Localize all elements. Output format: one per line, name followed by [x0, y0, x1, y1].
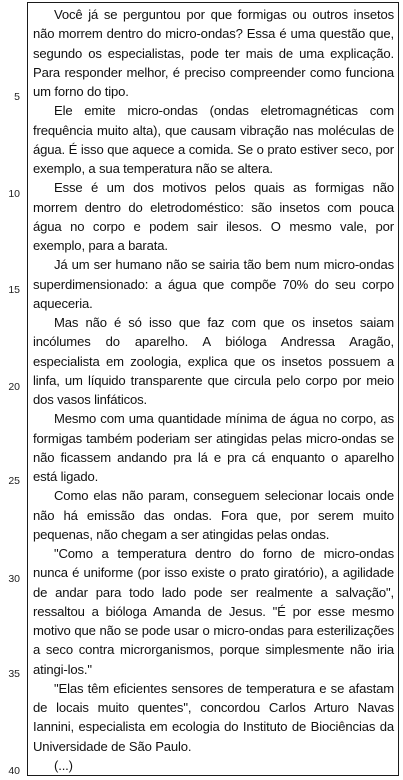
- line-number-30: 30: [8, 573, 20, 585]
- line-number-15: 15: [8, 284, 20, 296]
- paragraph: Ele emite micro-ondas (ondas eletromagnéticas com frequência muito alta), que causam vibração nas moléculas de água. É isso que aquece a comida. Se o prato estiver seco, por exemplo, a sua temperatura não se altera.: [33, 103, 394, 176]
- line-number-5: 5: [14, 91, 20, 103]
- line-number-20: 20: [8, 381, 20, 393]
- paragraph: Como elas não param, conseguem selecionar locais onde não há emissão das ondas. Fora que, por serem muito pequenas, não chegam a ser atingidas pelas ondas.: [33, 488, 394, 542]
- ellipsis-marker: (...): [54, 757, 73, 773]
- paragraph: Você já se perguntou por que formigas ou outros insetos não morrem dentro do micro-ondas? Essa é uma questão que, segundo os especialistas, pode ter mais de uma explicação. Para responder melhor, é preciso compreender como funciona um forno do tipo.: [33, 7, 394, 99]
- paragraph: "Elas têm eficientes sensores de temperatura e se afastam de locais muito quentes", concordou Carlos Arturo Navas Iannini, especialista em ecologia do Instituto de Biociências da Universidade de São Paulo.: [33, 680, 394, 754]
- paragraph: Mas não é só isso que faz com que os insetos saiam incólumes do aparelho. A bióloga Andressa Aragão, especialista em zoologia, explica que os insetos possuem a linfa, um líquido transparente que circula pelo corpo por meio dos vasos linfáticos.: [33, 315, 394, 407]
- paragraph: Já um ser humano não se sairia tão bem num micro-ondas superdimensionado: a água que compõe 70% do seu corpo aqueceria.: [33, 257, 394, 311]
- line-number-10: 10: [8, 188, 20, 200]
- line-number-25: 25: [8, 475, 20, 487]
- paragraph: Mesmo com uma quantidade mínima de água no corpo, as formigas também poderiam ser atingidas pelas micro-ondas se não ficassem andando pra lá e pra cá enquanto o aparelho está ligado.: [33, 411, 394, 484]
- paragraph: Esse é um dos motivos pelos quais as formigas não morrem dentro do eletrodoméstico: são insetos com pouca água no corpo e podem sair ilesos. O mesmo vale, por exemplo, para a barata.: [33, 180, 394, 253]
- paragraph: "Como a temperatura dentro do forno de micro-ondas nunca é uniforme (por isso existe o prato giratório), a agilidade de andar para todo lado pode ser realmente a salvação", ressaltou a bióloga Amanda de Jesus. "É por esse mesmo motivo que não se pode usar o micro-ondas para esterilizações a seco contra microrganismos, porque simplesmente não iria atingi-los.": [33, 546, 394, 677]
- article-text: [33, 5, 394, 775]
- line-number-40: 40: [8, 765, 20, 777]
- line-number-35: 35: [8, 668, 20, 680]
